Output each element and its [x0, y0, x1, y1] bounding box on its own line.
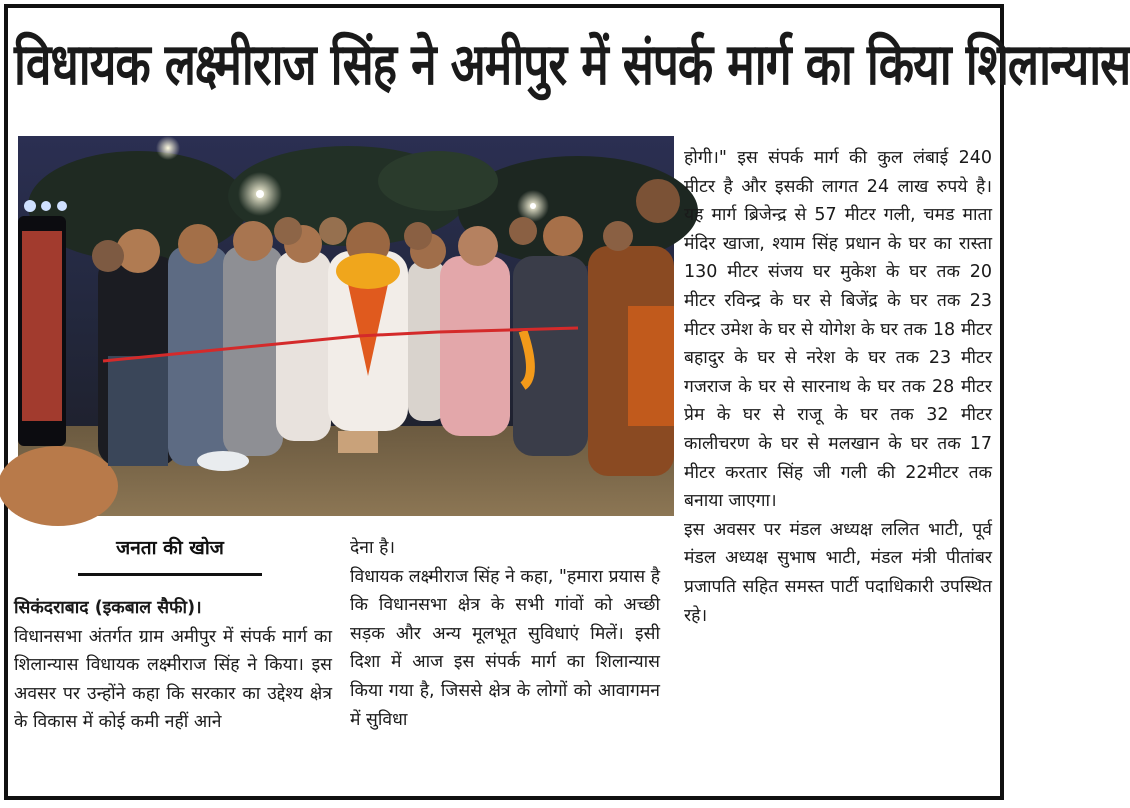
article-column-1 — [14, 594, 332, 737]
byline-rule — [78, 573, 262, 576]
column2-paragraph-1: देना है। — [350, 538, 396, 558]
column2-paragraph-2: विधायक लक्ष्मीराज सिंह ने कहा, "हमारा प्रयास है कि विधानसभा क्षेत्र के सभी गांवों को अच्छी सड़क और अन्य मूलभूत सुविधाएं मिलें। इसी दिशा में आज इस संपर्क मार्ग का शिलान्यास किया गया है, जिससे क्षेत्र के लोगों को आवागमन में सुविधा — [350, 566, 660, 730]
headline: विधायक लक्ष्मीराज सिंह ने अमीपुर में संपर्क मार्ग का किया शिलान्यास — [14, 30, 1130, 98]
column1-paragraph: विधानसभा अंतर्गत ग्राम अमीपुर में संपर्क मार्ग का शिलान्यास विधायक लक्ष्मीराज सिंह ने किया। इस अवसर पर उन्होंने कहा कि सरकार का उद्देश्य क्षेत्र के विकास में कोई कमी नहीं आने — [14, 626, 332, 733]
article-column-3 — [684, 144, 992, 630]
ribbon-cutting-photo-icon — [18, 136, 674, 516]
news-photo — [18, 136, 674, 516]
article-column-2 — [350, 534, 660, 734]
column3-paragraph-1: होगी।" इस संपर्क मार्ग की कुल लंबाई 240 मीटर है और इसकी लागत 24 लाख रुपये है। यह मार्ग ब्रिजेन्द्र से 57 मीटर गली, चमड माता मंदिर खाजा, श्याम सिंह प्रधान के घर का रास्ता 130 मीटर संजय घर मुकेश के घर तक 20 मीटर रविन्द्र के घर से बिजेंद्र के घर तक 23 मीटर उमेश के घर से योगेश के घर तक 18 मीटर बहादुर के घर से नरेश के घर तक 23 मीटर गजराज के घर से सारनाथ के घर तक 28 मीटर प्रेम के घर से राजू के घर तक 32 मीटर कालीचरण के घर से मलखान के घर तक 17 मीटर करतार सिंह जी गली की 22मीटर तक बनाया जाएगा। — [684, 148, 992, 512]
column3-paragraph-2: इस अवसर पर मंडल अध्यक्ष ललित भाटी, पूर्व मंडल अध्यक्ष सुभाष भाटी, मंडल मंत्री पीतांबर प्रजापति सहित समस्त पार्टी पदाधिकारी उपस्थित रहे। — [684, 519, 992, 626]
dateline: सिकंदराबाद (इकबाल सैफी)। — [14, 598, 202, 618]
byline-heading: जनता की खोज — [116, 537, 224, 559]
